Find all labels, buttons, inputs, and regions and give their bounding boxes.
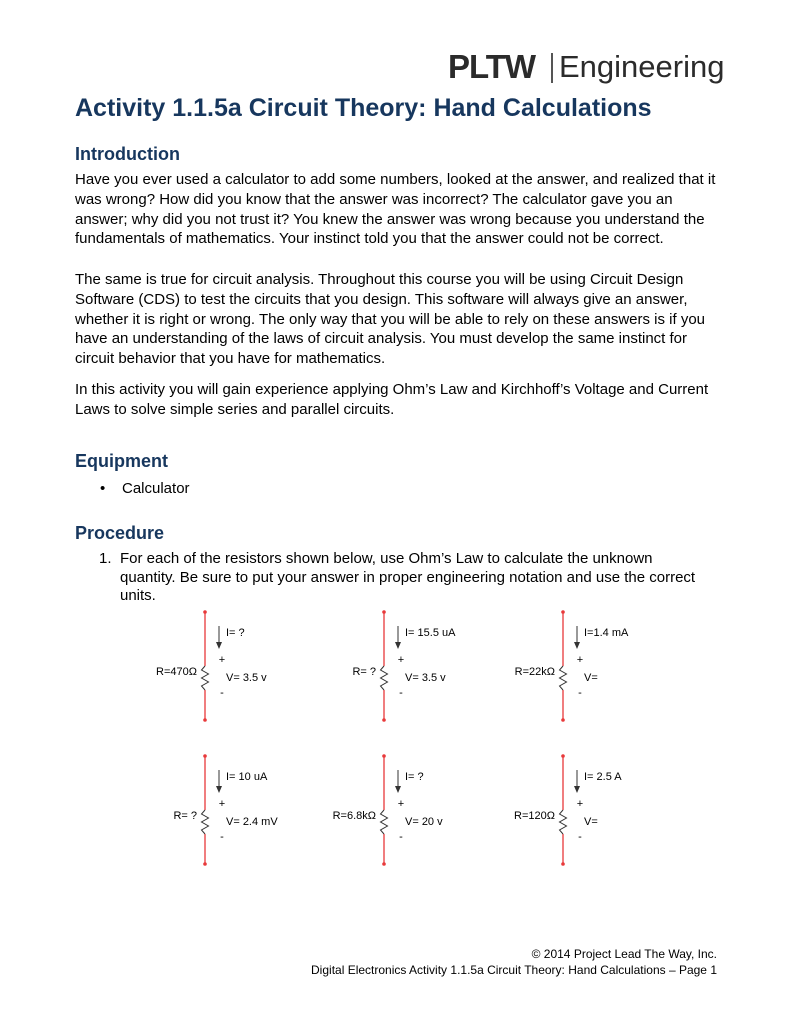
current-label: I= 15.5 uA xyxy=(405,627,456,639)
current-label: I= 10 uA xyxy=(226,771,268,783)
polarity-plus: + xyxy=(397,654,405,666)
resistor-circuit xyxy=(352,610,456,722)
terminal-dot xyxy=(561,754,565,758)
page-footer xyxy=(311,946,717,978)
step-number: 1. xyxy=(99,550,112,567)
voltage-label: V= 3.5 v xyxy=(226,672,267,684)
polarity-minus: - xyxy=(578,687,582,699)
polarity-minus: - xyxy=(578,831,582,843)
introduction-heading: Introduction xyxy=(75,144,180,164)
resistor-icon xyxy=(560,810,567,834)
voltage-label: V= 20 v xyxy=(405,816,443,828)
logo-brand: PLTW xyxy=(448,48,536,85)
resistance-label: R= ? xyxy=(352,666,376,678)
procedure-heading: Procedure xyxy=(75,523,165,543)
current-label: I= 2.5 A xyxy=(584,771,622,783)
terminal-dot xyxy=(203,610,207,614)
resistance-label: R= ? xyxy=(173,810,197,822)
current-arrow-icon xyxy=(395,786,401,793)
terminal-dot xyxy=(203,754,207,758)
resistor-circuit xyxy=(156,610,267,722)
terminal-dot xyxy=(382,718,386,722)
terminal-dot xyxy=(561,610,565,614)
resistor-circuit xyxy=(514,754,622,866)
equipment-item-label: Calculator xyxy=(122,480,190,497)
polarity-plus: + xyxy=(218,798,226,810)
resistor-circuit xyxy=(515,610,629,722)
current-label: I= ? xyxy=(226,627,245,639)
intro-paragraph-2: The same is true for circuit analysis. Throughout this course you will be using Circuit Design Software (CDS) to test the circuits that you design. This software will always give an answer, whether it is right or wrong. The only way that you will be able to rely on these answers is if you have an understanding of the laws of circuit analysis. You must develop the same instinct for circuit behavior that you have for mathematics. xyxy=(75,271,706,368)
current-label: I=1.4 mA xyxy=(584,627,629,639)
bullet-icon: • xyxy=(100,480,106,497)
polarity-minus: - xyxy=(399,687,403,699)
intro-paragraph-3: In this activity you will gain experience applying Ohm’s Law and Kirchhoff’s Voltage and Current Laws to solve simple series and parallel circuits. xyxy=(75,381,709,418)
resistor-circuit xyxy=(173,754,278,866)
page-title: Activity 1.1.5a Circuit Theory: Hand Calculations xyxy=(75,94,652,122)
resistor-icon xyxy=(381,810,388,834)
polarity-minus: - xyxy=(220,687,224,699)
footer-copyright: © 2014 Project Lead The Way, Inc. xyxy=(531,947,717,961)
voltage-label: V= xyxy=(584,672,598,684)
resistor-icon xyxy=(381,666,388,690)
step-text: For each of the resistors shown below, use Ohm’s Law to calculate the unknown quantity. Be sure to put your answer in proper engineering notation and use the correct units. xyxy=(120,550,696,604)
terminal-dot xyxy=(561,718,565,722)
terminal-dot xyxy=(203,718,207,722)
current-arrow-icon xyxy=(574,642,580,649)
current-arrow-icon xyxy=(574,786,580,793)
voltage-label: V= 2.4 mV xyxy=(226,816,278,828)
current-arrow-icon xyxy=(216,642,222,649)
intro-paragraph-1: Have you ever used a calculator to add some numbers, looked at the answer, and realized that it was wrong? How did you know that the answer was incorrect? The calculator gave you an answer; why did you not trust it? You knew the answer was wrong because you understand the fundamentals of mathematics. Your instinct told you that the answer could not be correct. xyxy=(75,171,716,248)
resistance-label: R=470Ω xyxy=(156,666,197,678)
polarity-plus: + xyxy=(576,798,584,810)
footer-page-info: Digital Electronics Activity 1.1.5a Circuit Theory: Hand Calculations – Page 1 xyxy=(311,963,717,977)
resistor-circuit xyxy=(333,754,443,866)
terminal-dot xyxy=(382,754,386,758)
resistor-icon xyxy=(202,666,209,690)
equipment-heading: Equipment xyxy=(75,451,168,471)
terminal-dot xyxy=(561,862,565,866)
polarity-plus: + xyxy=(397,798,405,810)
terminal-dot xyxy=(203,862,207,866)
terminal-dot xyxy=(382,610,386,614)
resistor-icon xyxy=(202,810,209,834)
polarity-minus: - xyxy=(399,831,403,843)
resistance-label: R=22kΩ xyxy=(514,666,555,678)
current-arrow-icon xyxy=(395,642,401,649)
logo-sub: Engineering xyxy=(559,49,725,84)
resistor-icon xyxy=(560,666,567,690)
resistance-label: R=120Ω xyxy=(514,810,555,822)
voltage-label: V= xyxy=(584,816,598,828)
polarity-plus: + xyxy=(576,654,584,666)
current-arrow-icon xyxy=(216,786,222,793)
terminal-dot xyxy=(382,862,386,866)
polarity-plus: + xyxy=(218,654,226,666)
polarity-minus: - xyxy=(220,831,224,843)
resistance-label: R=6.8kΩ xyxy=(332,810,376,822)
voltage-label: V= 3.5 v xyxy=(405,672,446,684)
current-label: I= ? xyxy=(405,771,424,783)
